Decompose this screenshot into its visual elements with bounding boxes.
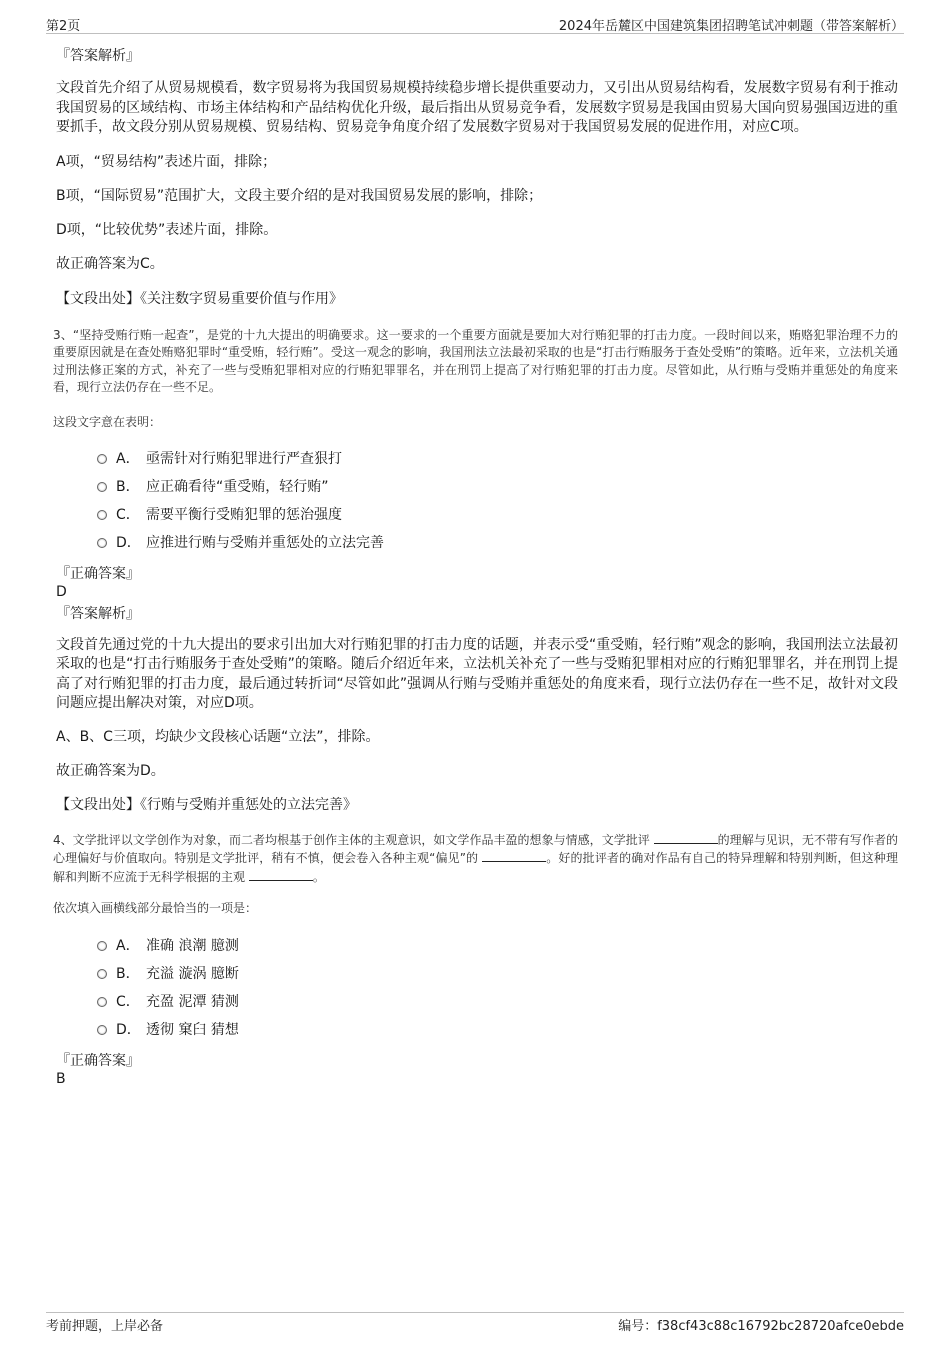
analysis-label: 『答案解析』 [56,48,140,64]
analysis-text: 文段首先通过党的十九大提出的要求引出加大对行贿犯罪的打击力度的话题，并表示受“重受贿，轻行贿”观念的影响，我国刑法立法最初采取的也是“打击行贿服务于查处受贿”的策略。随后介绍近年来，立法机关补充了一些与受贿犯罪相对应的行贿犯罪罪名，并在刑罚上提高了对行贿犯罪的打击力度，最后通过转折词“尽管如此”强调从行贿与受贿并重惩处的角度来看，现行立法仍存在一些不足，故针对文段问题应提出解决对策，对应D项。 [56,636,898,711]
radio-icon[interactable] [97,538,107,548]
correct-answer-label: 『正确答案』 [56,565,140,582]
radio-icon[interactable] [97,1025,107,1035]
option-c[interactable]: C． 需要平衡行受贿犯罪的惩治强度 [97,501,898,529]
analysis-label: 『答案解析』 [56,605,140,622]
analysis-option-a: A项，“贸易结构”表述片面，排除； [56,153,277,170]
correct-answer: B [56,1071,66,1087]
fill-blank-3 [249,868,313,881]
question-4-options [56,932,898,1044]
radio-icon[interactable] [97,482,107,492]
option-d[interactable]: D． 透彻 窠臼 猜想 [97,1016,898,1044]
analysis-option-d: D项，“比较优势”表述片面，排除。 [56,221,278,238]
correct-answer: D [56,583,67,600]
document-title: 2024年岳麓区中国建筑集团招聘笔试冲刺题（带答案解析） [558,19,904,34]
main-content [53,47,898,1088]
conclusion: 故正确答案为C。 [56,255,164,272]
radio-icon[interactable] [97,510,107,520]
page-number: 第2页 [46,19,81,34]
document-id: 编号：f38cf43c88c16792bc28720afce0ebde [618,1319,904,1334]
option-b[interactable]: B． 应正确看待“重受贿，轻行贿” [97,473,898,501]
option-d[interactable]: D． 应推进行贿与受贿并重惩处的立法完善 [97,529,898,557]
analysis-options-abc: A、B、C三项，均缺少文段核心话题“立法”，排除。 [56,728,380,745]
analysis-text: 文段首先介绍了从贸易规模看，数字贸易将为我国贸易规模持续稳步增长提供重要动力，又引出从贸易结构看，发展数字贸易有利于推动我国贸易的区域结构、市场主体结构和产品结构优化升级，最后指出从贸易竞争看，发展数字贸易是我国由贸易大国向贸易强国迈进的重要抓手，故文段分别从贸易规模、贸易结构、贸易竞争角度介绍了发展数字贸易对于我国贸易发展的促进作用，对应C项。 [56,80,898,135]
radio-icon[interactable] [97,941,107,951]
question-4-prompt: 依次填入画横线部分最恰当的一项是： [53,901,258,915]
radio-icon[interactable] [97,997,107,1007]
page-footer [46,1312,904,1335]
fill-blank-1 [654,831,718,844]
fill-blank-2 [482,849,546,862]
question-3-options [56,445,898,557]
option-a[interactable]: A． 准确 浪潮 臆测 [97,932,898,960]
radio-icon[interactable] [97,969,107,979]
source: 【文段出处】《关注数字贸易重要价值与作用》 [56,290,343,307]
option-b[interactable]: B． 充溢 漩涡 臆断 [97,960,898,988]
footer-slogan: 考前押题，上岸必备 [46,1319,164,1334]
analysis-option-b: B项，“国际贸易”范围扩大，文段主要介绍的是对我国贸易发展的影响，排除； [56,187,543,204]
radio-icon[interactable] [97,454,107,464]
question-4-stem: 4、文学批评以文学创作为对象，而二者均根基于创作主体的主观意识，如文学作品丰盈的想象与情感，文学批评 的理解与见识，无不带有写作者的心理偏好与价值取向。特别是文学批评，稍有不慎，便会卷入各种主观“偏见”的 。好的批评者的确对作品有自己的特异理解和特别判断，但这种理解和判断不应流于无科学根据的主观 。 [53,832,898,884]
source: 【文段出处】《行贿与受贿并重惩处的立法完善》 [56,796,357,813]
conclusion: 故正确答案为D。 [56,762,165,779]
option-a[interactable]: A． 亟需针对行贿犯罪进行严查狠打 [97,445,898,473]
correct-answer-label: 『正确答案』 [56,1053,140,1069]
question-3-prompt: 这段文字意在表明： [53,414,162,429]
question-3-stem: 3、“坚持受贿行贿一起查”，是党的十九大提出的明确要求。这一要求的一个重要方面就是要加大对行贿犯罪的打击力度。一段时间以来，贿赂犯罪治理不力的重要原因就是在查处贿赂犯罪时“重受贿，轻行贿”。受这一观念的影响，我国刑法立法最初采取的也是“打击行贿服务于查处受贿”的策略。近年来，立法机关通过刑法修正案的方式，补充了一些与受贿犯罪相对应的行贿犯罪罪名，并在刑罚上提高了对行贿犯罪的打击力度。尽管如此，从行贿与受贿并重惩处的角度来看，现行立法仍存在一些不足。 [53,327,898,394]
option-c[interactable]: C． 充盈 泥潭 猜测 [97,988,898,1016]
page-header [46,14,904,34]
